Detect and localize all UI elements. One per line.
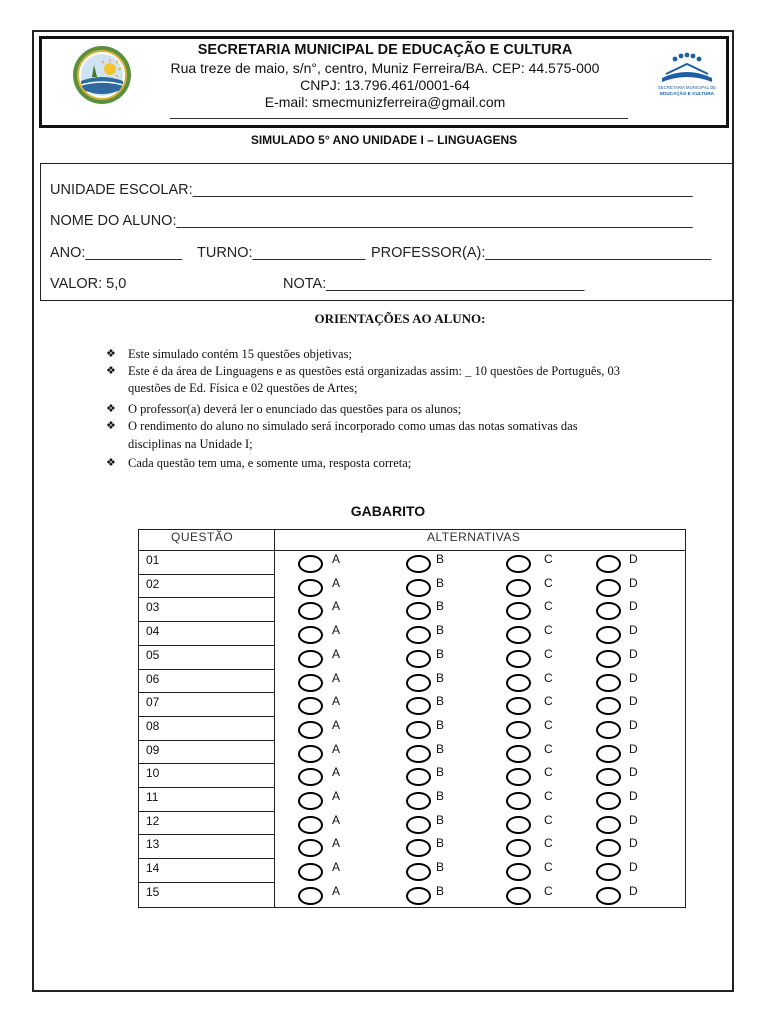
answer-bubble-b[interactable] <box>406 721 431 739</box>
municipal-seal-logo <box>72 45 132 105</box>
option-label-d: D <box>629 836 638 851</box>
header-signature-line <box>170 118 628 119</box>
row-divider <box>138 669 274 670</box>
column-divider <box>274 529 275 908</box>
row-divider <box>138 645 274 646</box>
row-divider <box>138 597 274 598</box>
logo-caption-bottom: EDUCAÇÃO E CULTURA <box>659 91 715 96</box>
answer-bubble-a[interactable] <box>298 579 323 597</box>
row-divider <box>138 692 274 693</box>
option-label-b: B <box>436 575 445 590</box>
answer-bubble-a[interactable] <box>298 792 323 810</box>
row-divider <box>138 716 274 717</box>
question-number: 02 <box>146 576 160 591</box>
email-line: E-mail: smecmunizferreira@gmail.com <box>264 94 506 110</box>
nome-aluno-field[interactable]: NOME DO ALUNO:________________________________________________________________ <box>50 213 693 229</box>
answer-bubble-b[interactable] <box>406 555 431 573</box>
question-number: 15 <box>146 884 160 899</box>
answer-bubble-b[interactable] <box>406 650 431 668</box>
option-label-b: B <box>436 599 445 614</box>
option-label-b: B <box>436 694 445 709</box>
option-label-a: A <box>332 575 341 590</box>
unidade-escolar-field[interactable]: UNIDADE ESCOLAR:______________________________________________________________ <box>50 182 693 198</box>
option-label-c: C <box>544 599 553 614</box>
option-label-c: C <box>544 575 553 590</box>
answer-bubble-c[interactable] <box>506 555 531 573</box>
row-divider <box>138 834 274 835</box>
answer-bubble-a[interactable] <box>298 555 323 573</box>
question-number: 07 <box>146 695 160 710</box>
answer-bubble-b[interactable] <box>406 745 431 763</box>
diamond-bullet-icon: ❖ <box>106 403 116 415</box>
row-divider <box>138 882 274 883</box>
option-label-a: A <box>332 552 341 566</box>
option-label-d: D <box>629 765 638 780</box>
row-divider <box>138 550 686 551</box>
option-label-c: C <box>544 789 553 803</box>
row-divider <box>138 858 274 859</box>
education-department-logo <box>652 52 722 98</box>
ano-field[interactable]: ANO:____________ <box>50 245 183 261</box>
option-label-a: A <box>332 789 341 803</box>
option-label-c: C <box>544 552 553 566</box>
option-label-b: B <box>436 860 445 875</box>
answer-bubble-c[interactable] <box>506 745 531 763</box>
questao-header: QUESTÃO <box>171 530 234 544</box>
option-label-a: A <box>332 694 341 709</box>
answer-bubble-d[interactable] <box>596 555 621 573</box>
diamond-bullet-icon: ❖ <box>106 457 116 469</box>
answer-bubble-d[interactable] <box>596 721 621 739</box>
answer-bubble-a[interactable] <box>298 887 323 905</box>
answer-bubble-b[interactable] <box>406 816 431 834</box>
diamond-bullet-icon: ❖ <box>106 348 116 360</box>
gabarito-title: GABARITO <box>350 503 426 519</box>
answer-bubble-d[interactable] <box>596 626 621 644</box>
valor-label: VALOR: 5,0 <box>50 276 127 292</box>
answer-bubble-b[interactable] <box>406 863 431 881</box>
turno-field[interactable]: TURNO:______________ <box>197 245 366 261</box>
answer-bubble-d[interactable] <box>596 792 621 810</box>
answer-bubble-a[interactable] <box>298 816 323 834</box>
option-label-c: C <box>544 646 553 661</box>
row-divider <box>138 787 274 788</box>
question-number: 13 <box>146 837 160 852</box>
option-label-d: D <box>629 860 638 875</box>
question-number: 14 <box>146 861 160 876</box>
option-label-d: D <box>629 670 638 685</box>
answer-bubble-b[interactable] <box>406 626 431 644</box>
answer-bubble-d[interactable] <box>596 745 621 763</box>
option-label-c: C <box>544 623 553 638</box>
option-label-c: C <box>544 717 553 732</box>
option-label-d: D <box>629 623 638 638</box>
option-label-a: A <box>332 765 341 780</box>
answer-bubble-a[interactable] <box>298 650 323 668</box>
option-label-b: B <box>436 552 445 566</box>
answer-bubble-a[interactable] <box>298 863 323 881</box>
option-label-b: B <box>436 623 445 638</box>
question-number: 06 <box>146 671 160 686</box>
option-label-a: A <box>332 670 341 685</box>
orientacao-item: ❖ Cada questão tem uma, e somente uma, resposta correta; <box>106 456 412 470</box>
answer-bubble-c[interactable] <box>506 887 531 905</box>
row-divider <box>138 574 274 575</box>
option-label-d: D <box>629 717 638 732</box>
answer-bubble-a[interactable] <box>298 626 323 644</box>
question-number: 10 <box>146 766 160 781</box>
simulado-title: SIMULADO 5° ANO UNIDADE I – LINGUAGENS <box>250 133 518 147</box>
option-label-b: B <box>436 836 445 851</box>
option-label-b: B <box>436 883 445 898</box>
answer-bubble-d[interactable] <box>596 650 621 668</box>
question-number: 08 <box>146 718 160 733</box>
diamond-bullet-icon: ❖ <box>106 365 116 377</box>
orientacoes-title: ORIENTAÇÕES AO ALUNO: <box>314 311 486 326</box>
answer-bubble-a[interactable] <box>298 721 323 739</box>
option-label-c: C <box>544 883 553 898</box>
row-divider <box>138 740 274 741</box>
option-label-a: A <box>332 836 341 851</box>
option-label-b: B <box>436 646 445 661</box>
answer-bubble-d[interactable] <box>596 863 621 881</box>
option-label-a: A <box>332 717 341 732</box>
answer-bubble-d[interactable] <box>596 579 621 597</box>
orientacao-item: ❖ O professor(a) deverá ler o enunciado das questões para os alunos; <box>106 402 462 416</box>
question-number: 01 <box>146 553 160 567</box>
option-label-c: C <box>544 860 553 875</box>
option-label-c: C <box>544 836 553 851</box>
address-line: Rua treze de maio, s/n°, centro, Muniz Ferreira/BA. CEP: 44.575-000 <box>170 60 600 76</box>
professor-field[interactable]: PROFESSOR(A):____________________________ <box>371 245 712 261</box>
logo-caption-top: SECRETARIA MUNICIPAL DE <box>657 85 717 90</box>
option-label-d: D <box>629 694 638 709</box>
answer-bubble-a[interactable] <box>298 745 323 763</box>
answer-bubble-c[interactable] <box>506 792 531 810</box>
option-label-b: B <box>436 765 445 780</box>
option-label-d: D <box>629 741 638 756</box>
option-label-a: A <box>332 623 341 638</box>
orientacao-item: ❖ O rendimento do aluno no simulado será incorporado como umas das notas somativas das <box>106 419 578 433</box>
answer-bubble-c[interactable] <box>506 863 531 881</box>
question-number: 04 <box>146 624 160 639</box>
option-label-d: D <box>629 883 638 898</box>
orientacao-item: ❖ Este simulado contém 15 questões objetivas; <box>106 347 352 361</box>
question-number: 03 <box>146 600 160 615</box>
option-label-d: D <box>629 575 638 590</box>
answer-bubble-d[interactable] <box>596 816 621 834</box>
answer-bubble-a[interactable] <box>298 674 323 692</box>
option-label-c: C <box>544 741 553 756</box>
row-divider <box>138 621 274 622</box>
answer-bubble-c[interactable] <box>506 674 531 692</box>
answer-bubble-d[interactable] <box>596 674 621 692</box>
row-divider <box>138 811 274 812</box>
question-number: 05 <box>146 647 160 662</box>
option-label-a: A <box>332 741 341 756</box>
diamond-bullet-icon: ❖ <box>106 420 116 432</box>
option-label-d: D <box>629 646 638 661</box>
answer-bubble-c[interactable] <box>506 650 531 668</box>
cnpj-line: CNPJ: 13.796.461/0001-64 <box>300 77 470 93</box>
option-label-b: B <box>436 717 445 732</box>
option-label-d: D <box>629 552 638 566</box>
option-label-b: B <box>436 741 445 756</box>
orientacao-item-continuation: questões de Ed. Física e 02 questões de Artes; <box>128 381 358 395</box>
option-label-d: D <box>629 812 638 827</box>
question-number: 12 <box>146 813 160 828</box>
option-label-b: B <box>436 812 445 827</box>
option-label-c: C <box>544 765 553 780</box>
option-label-a: A <box>332 883 341 898</box>
answer-bubble-b[interactable] <box>406 579 431 597</box>
secretaria-title: SECRETARIA MUNICIPAL DE EDUCAÇÃO E CULTURA <box>197 42 573 58</box>
orientacao-item-continuation: disciplinas na Unidade I; <box>128 437 253 451</box>
option-label-d: D <box>629 789 638 803</box>
row-divider <box>138 763 274 764</box>
alternativas-header: ALTERNATIVAS <box>427 530 521 544</box>
answer-bubble-d[interactable] <box>596 887 621 905</box>
option-label-b: B <box>436 670 445 685</box>
answer-bubble-b[interactable] <box>406 792 431 810</box>
option-label-c: C <box>544 670 553 685</box>
answer-bubble-c[interactable] <box>506 626 531 644</box>
option-label-b: B <box>436 789 445 803</box>
option-label-a: A <box>332 599 341 614</box>
answer-bubble-b[interactable] <box>406 674 431 692</box>
option-label-a: A <box>332 860 341 875</box>
option-label-d: D <box>629 599 638 614</box>
question-number: 09 <box>146 742 160 757</box>
answer-bubble-c[interactable] <box>506 816 531 834</box>
orientacao-item: ❖ Este é da área de Linguagens e as questões está organizadas assim: _ 10 questões de Português, 03 <box>106 364 620 378</box>
option-label-c: C <box>544 694 553 709</box>
question-number: 11 <box>146 790 159 804</box>
option-label-a: A <box>332 812 341 827</box>
answer-bubble-c[interactable] <box>506 721 531 739</box>
nota-field[interactable]: NOTA:________________________________ <box>283 276 585 292</box>
answer-bubble-b[interactable] <box>406 887 431 905</box>
option-label-c: C <box>544 812 553 827</box>
option-label-a: A <box>332 646 341 661</box>
answer-bubble-c[interactable] <box>506 579 531 597</box>
